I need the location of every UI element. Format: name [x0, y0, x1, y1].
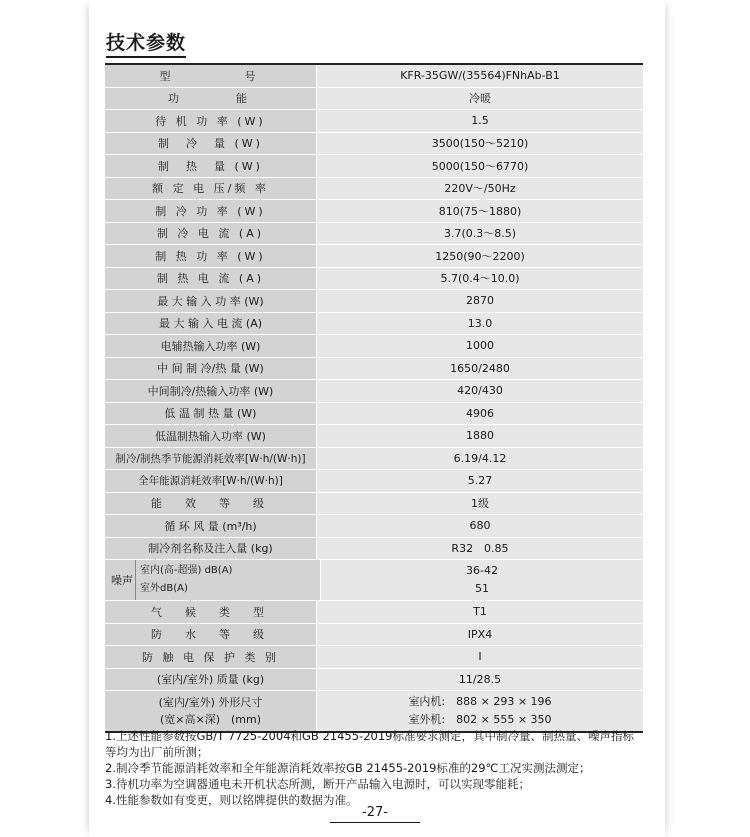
row-label: 制冷/制热季节能源消耗效率[W·h/(W·h)] — [105, 448, 317, 470]
noise-indoor-label: 室内(高-超强) dB(A) — [140, 565, 233, 576]
row-label: 能 效 等 级 — [105, 493, 317, 515]
dimensions-label-line2: (宽×高×深) (mm) — [159, 713, 262, 726]
row-label: 待 机 功 率 (W) — [105, 110, 317, 132]
table-row — [105, 601, 643, 624]
noise-indoor-value: 36-42 — [466, 564, 498, 577]
table-row — [105, 515, 643, 538]
table-row — [105, 65, 643, 88]
table-row — [105, 178, 643, 201]
footnote: 3.待机功率为空调器通电未开机状态所测，断开产品输入电源时，可以实现零能耗； — [105, 777, 530, 791]
row-label: 制 热 电 流 (A) — [105, 268, 317, 290]
table-row — [105, 624, 643, 647]
dimensions-row — [105, 691, 643, 731]
row-value: 11/28.5 — [317, 669, 643, 691]
noise-outdoor-value: 51 — [475, 582, 489, 595]
dimensions-indoor: 室内机: 888 × 293 × 196 — [408, 695, 552, 708]
row-value: 3500(150～5210) — [317, 133, 643, 155]
row-label: 最 大 输 入 功 率 (W) — [105, 290, 317, 312]
row-value: 1250(90～2200) — [317, 245, 643, 267]
row-label: (室内/室外) 质量 (kg) — [105, 669, 317, 691]
row-label: 制 热 功 率 (W) — [105, 245, 317, 267]
noise-row — [105, 560, 643, 601]
row-label: 中 间 制 冷/热 量 (W) — [105, 358, 317, 380]
noise-label: 噪声 — [109, 560, 136, 600]
row-label: 中间制冷/热输入功率 (W) — [105, 380, 317, 402]
row-value: 810(75～1880) — [317, 200, 643, 222]
row-value: 5.7(0.4～10.0) — [317, 268, 643, 290]
noise-sub-labels — [136, 562, 232, 598]
row-label: 制 冷 量 (W) — [105, 133, 317, 155]
row-value: 3.7(0.3～8.5) — [317, 223, 643, 245]
table-row — [105, 669, 643, 692]
row-value: 4906 — [317, 403, 643, 425]
row-value: 220V～/50Hz — [317, 178, 643, 200]
row-value: 冷暖 — [317, 88, 643, 110]
row-value: 13.0 — [317, 313, 643, 335]
noise-outdoor-label: 室外dB(A) — [140, 583, 188, 594]
row-value: 5.27 — [317, 470, 643, 492]
dimensions-outdoor: 室外机: 802 × 555 × 350 — [408, 713, 552, 726]
table-row — [105, 470, 643, 493]
table-row — [105, 403, 643, 426]
row-value: IPX4 — [317, 624, 643, 646]
dimensions-values — [317, 691, 643, 731]
page-number: -27- — [330, 804, 420, 823]
noise-values — [321, 560, 643, 600]
row-label: 气 候 类 型 — [105, 601, 317, 623]
row-value: 1级 — [317, 493, 643, 515]
row-label: 防 水 等 级 — [105, 624, 317, 646]
row-label: 防 触 电 保 护 类 别 — [105, 646, 317, 668]
footnotes — [105, 728, 645, 808]
row-value: 1000 — [317, 335, 643, 357]
row-label: 制 热 量 (W) — [105, 155, 317, 177]
table-row — [105, 290, 643, 313]
table-row — [105, 133, 643, 156]
row-label: 功 能 — [105, 88, 317, 110]
spec-table — [105, 63, 643, 733]
table-row — [105, 245, 643, 268]
row-label: 循 环 风 量 (m³/h) — [105, 515, 317, 537]
table-row — [105, 646, 643, 669]
table-row — [105, 493, 643, 516]
row-value: 2870 — [317, 290, 643, 312]
table-row — [105, 380, 643, 403]
row-label: 制冷剂名称及注入量 (kg) — [105, 538, 317, 560]
row-value: 1.5 — [317, 110, 643, 132]
row-value: 680 — [317, 515, 643, 537]
row-value: I — [317, 646, 643, 668]
dimensions-label-line1: (室内/室外) 外形尺寸 — [158, 696, 263, 709]
table-row — [105, 268, 643, 291]
row-value: R32 0.85 — [317, 538, 643, 560]
row-value: 420/430 — [317, 380, 643, 402]
row-label: 最 大 输 入 电 流 (A) — [105, 313, 317, 335]
table-row — [105, 538, 643, 561]
row-label: 低 温 制 热 量 (W) — [105, 403, 317, 425]
row-label: 制 冷 电 流 (A) — [105, 223, 317, 245]
table-row — [105, 358, 643, 381]
row-label: 额 定 电 压/频 率 — [105, 178, 317, 200]
row-value: 1880 — [317, 425, 643, 447]
row-value: 6.19/4.12 — [317, 448, 643, 470]
row-label: 型 号 — [105, 65, 317, 87]
page-title: 技术参数 — [106, 32, 186, 58]
row-label: 低温制热输入功率 (W) — [105, 425, 317, 447]
row-label: 制 冷 功 率 (W) — [105, 200, 317, 222]
row-value: 5000(150～6770) — [317, 155, 643, 177]
table-row — [105, 155, 643, 178]
row-value: 1650/2480 — [317, 358, 643, 380]
table-row — [105, 200, 643, 223]
row-value: T1 — [317, 601, 643, 623]
table-row — [105, 88, 643, 111]
table-row — [105, 425, 643, 448]
footnote: 1.上述性能参数按GB/T 7725-2004和GB 21455-2019标准要求测定，其中制冷量、制热量、噪声指标等均为出厂前所测； — [105, 729, 634, 759]
dimensions-label — [105, 691, 317, 731]
row-label: 电辅热输入功率 (W) — [105, 335, 317, 357]
table-row — [105, 335, 643, 358]
table-row — [105, 448, 643, 471]
row-value: KFR-35GW/(35564)FNhAb-B1 — [317, 65, 643, 87]
table-row — [105, 313, 643, 336]
table-row — [105, 110, 643, 133]
noise-label-cell — [105, 560, 321, 600]
footnote: 4.性能参数如有变更，则以铭牌提供的数据为准。 — [105, 793, 358, 807]
table-row — [105, 223, 643, 246]
row-label: 全年能源消耗效率[W·h/(W·h)] — [105, 470, 317, 492]
footnote: 2.制冷季节能源消耗效率和全年能源消耗效率按GB 21455-2019标准的29℃工况实测法测定； — [105, 761, 591, 775]
